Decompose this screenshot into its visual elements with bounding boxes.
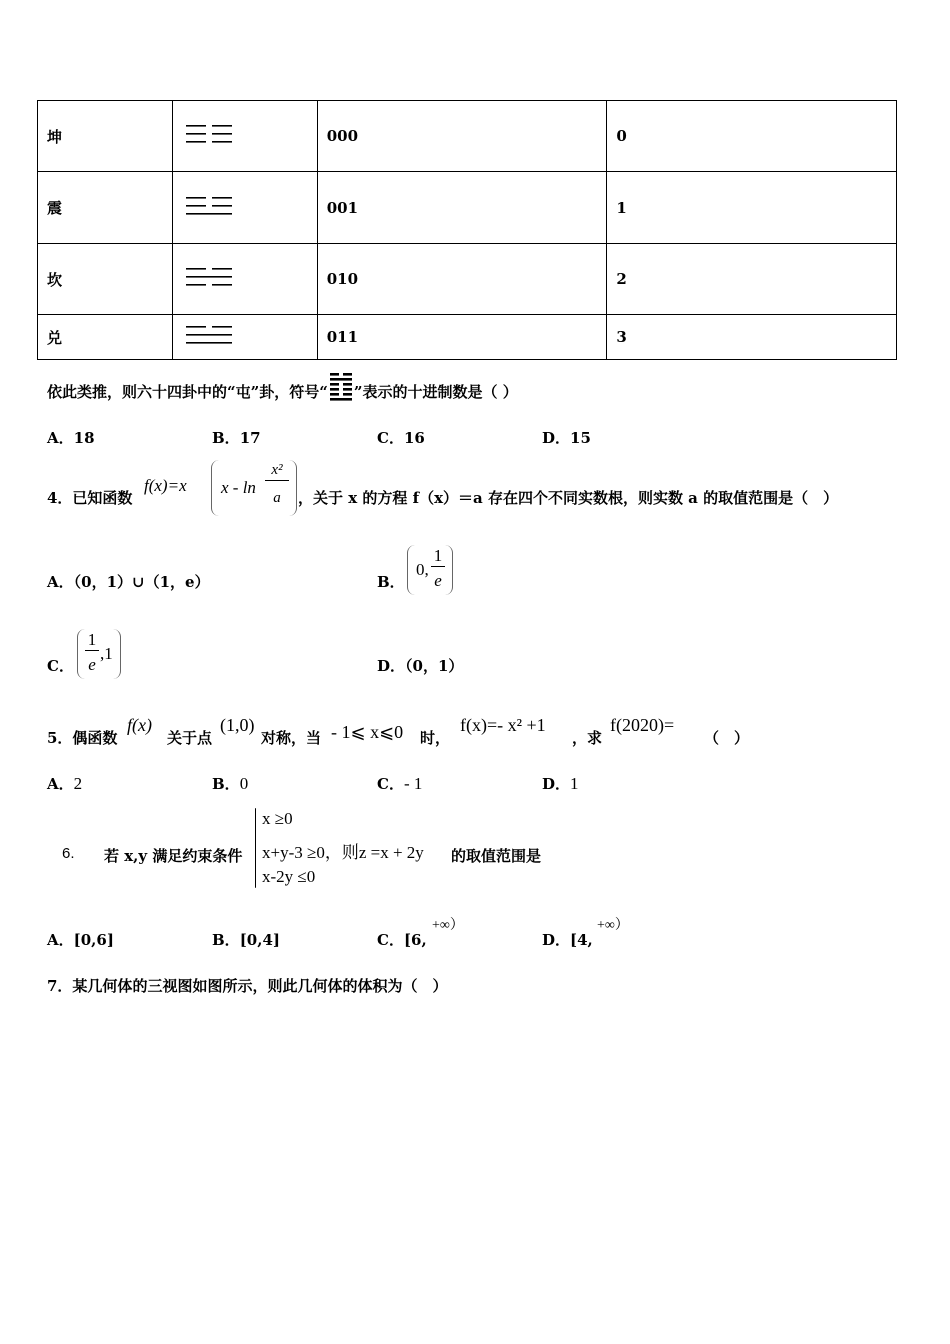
q7-stem: 7．某几何体的三视图如图所示，则此几何体的体积为（ ） <box>47 977 448 995</box>
q3-option-c: C．16 <box>377 429 425 447</box>
yin-line-segment <box>186 326 206 328</box>
q6-constraint-2: x+y-3 ≥0，则z =x + 2y <box>262 843 424 862</box>
q4-option-b-num: 1 <box>431 546 445 567</box>
trigram-name: 兑 <box>38 315 173 360</box>
q5-text-1: 5．偶函数 <box>47 729 118 747</box>
trigram-symbol <box>172 315 317 360</box>
yang-line <box>186 276 232 278</box>
q5-text-5: ，求 <box>572 729 603 747</box>
q5-formula-2: (1,0) <box>220 715 255 735</box>
q4-option-c-den: e <box>88 655 96 674</box>
q3-stem <box>47 381 518 403</box>
yin-line-segment <box>212 268 232 270</box>
yin-line-segment <box>212 284 232 286</box>
q5-formula-5: f(2020)= <box>610 715 675 735</box>
q6-brace <box>255 808 256 888</box>
q3-text-after: ”表示的十进制数是（ ） <box>353 383 518 401</box>
table-row <box>38 101 897 172</box>
yin-line-segment <box>186 284 206 286</box>
yin-line-segment <box>212 205 232 207</box>
trigram-name: 坎 <box>38 244 173 315</box>
trigram-zhen-icon <box>182 191 242 221</box>
trigram-name: 震 <box>38 172 173 244</box>
q6-option-d: D．[4, <box>542 931 593 949</box>
trigram-binary: 001 <box>317 172 607 244</box>
q5-option-c: C．- 1 <box>377 774 423 793</box>
q5-formula-3: - 1⩽ x⩽0 <box>331 722 404 742</box>
trigram-decimal: 0 <box>607 101 897 172</box>
trigram-kan-icon <box>182 262 242 292</box>
q3-option-a: A．18 <box>47 429 95 447</box>
q6-number: 6. <box>62 845 75 862</box>
q5-text-4: 时， <box>420 729 451 747</box>
q5-text-2: 关于点 <box>167 729 213 747</box>
yin-line-segment <box>212 133 232 135</box>
q6-option-b: B．[0,4] <box>212 931 280 949</box>
q4-option-c-parens <box>77 629 121 679</box>
table-row <box>38 315 897 360</box>
q5-formula-1: f(x) <box>127 715 152 735</box>
q4-option-b-parens <box>407 545 453 595</box>
trigram-table <box>37 100 897 360</box>
trigram-symbol <box>172 244 317 315</box>
q6-option-a: A．[0,6] <box>47 931 114 949</box>
q5-option-d: D．1 <box>542 774 579 793</box>
yin-line-segment <box>186 197 206 199</box>
q4-number: 4．已知函数 <box>47 489 133 507</box>
q5-text-3: 对称，当 <box>261 729 322 747</box>
trigram-dui-icon <box>182 320 242 350</box>
trigram-binary: 010 <box>317 244 607 315</box>
yin-line-segment <box>212 141 232 143</box>
yang-line <box>186 213 232 215</box>
yin-line-segment <box>212 197 232 199</box>
q6-option-c: C．[6, <box>377 931 427 949</box>
yin-line-segment <box>212 326 232 328</box>
trigram-binary: 000 <box>317 101 607 172</box>
yin-line-segment <box>186 141 206 143</box>
trigram-kun-icon <box>182 119 242 149</box>
yang-line <box>186 334 232 336</box>
q4-option-c-post: ,1 <box>100 644 113 663</box>
yin-line-segment <box>186 125 206 127</box>
q5-text-6: （ ） <box>704 729 750 747</box>
q6-text-1: 若 x,y 满足约束条件 <box>104 847 243 865</box>
q3-option-d: D．15 <box>542 429 591 447</box>
q4-option-c-num: 1 <box>85 630 99 651</box>
q4-option-b-pre: 0, <box>416 560 429 579</box>
q4-option-c-label: C． <box>47 657 74 675</box>
q4-formula-lhs: f(x)=x <box>144 476 187 495</box>
table-row <box>38 244 897 315</box>
q5-option-b: B．0 <box>212 774 249 793</box>
trigram-name: 坤 <box>38 101 173 172</box>
trigram-symbol <box>172 172 317 244</box>
q6-option-c-tail: +∞） <box>432 918 464 933</box>
trigram-decimal: 1 <box>607 172 897 244</box>
yin-line-segment <box>186 268 206 270</box>
q4-option-b-label: B． <box>377 573 405 591</box>
table-row <box>38 172 897 244</box>
q5-option-a: A．2 <box>47 774 83 793</box>
q6-constraint-3: x-2y ≤0 <box>262 867 316 886</box>
q3-text-before: 依此类推，则六十四卦中的“屯”卦，符号“ <box>47 383 328 401</box>
q6-option-d-tail: +∞） <box>597 918 629 933</box>
trigram-symbol <box>172 101 317 172</box>
q4-option-d: D．（0，1） <box>377 657 464 675</box>
q4-option-a: A．（0，1）∪（1，e） <box>47 573 210 591</box>
yin-line-segment <box>186 133 206 135</box>
q6-text-2: 的取值范围是 <box>451 847 542 865</box>
q4-frac-den: a <box>273 490 281 506</box>
q4-option-b-den: e <box>434 571 442 590</box>
q4-frac-num: x² <box>265 462 289 481</box>
hexagram-zhun-icon <box>328 373 354 403</box>
q6-constraint-1: x ≥0 <box>262 809 293 828</box>
q4-formula-inner: x - ln <box>221 478 256 497</box>
trigram-decimal: 2 <box>607 244 897 315</box>
trigram-decimal: 3 <box>607 315 897 360</box>
q4-text: ，关于 x 的方程 f（x）＝a 存在四个不同实数根，则实数 a 的取值范围是（ ） <box>298 489 839 507</box>
trigram-binary: 011 <box>317 315 607 360</box>
yin-line-segment <box>186 205 206 207</box>
yin-line-segment <box>212 125 232 127</box>
yang-line <box>186 342 232 344</box>
q5-formula-4: f(x)=- x² +1 <box>460 715 546 735</box>
q3-option-b: B．17 <box>212 429 261 447</box>
